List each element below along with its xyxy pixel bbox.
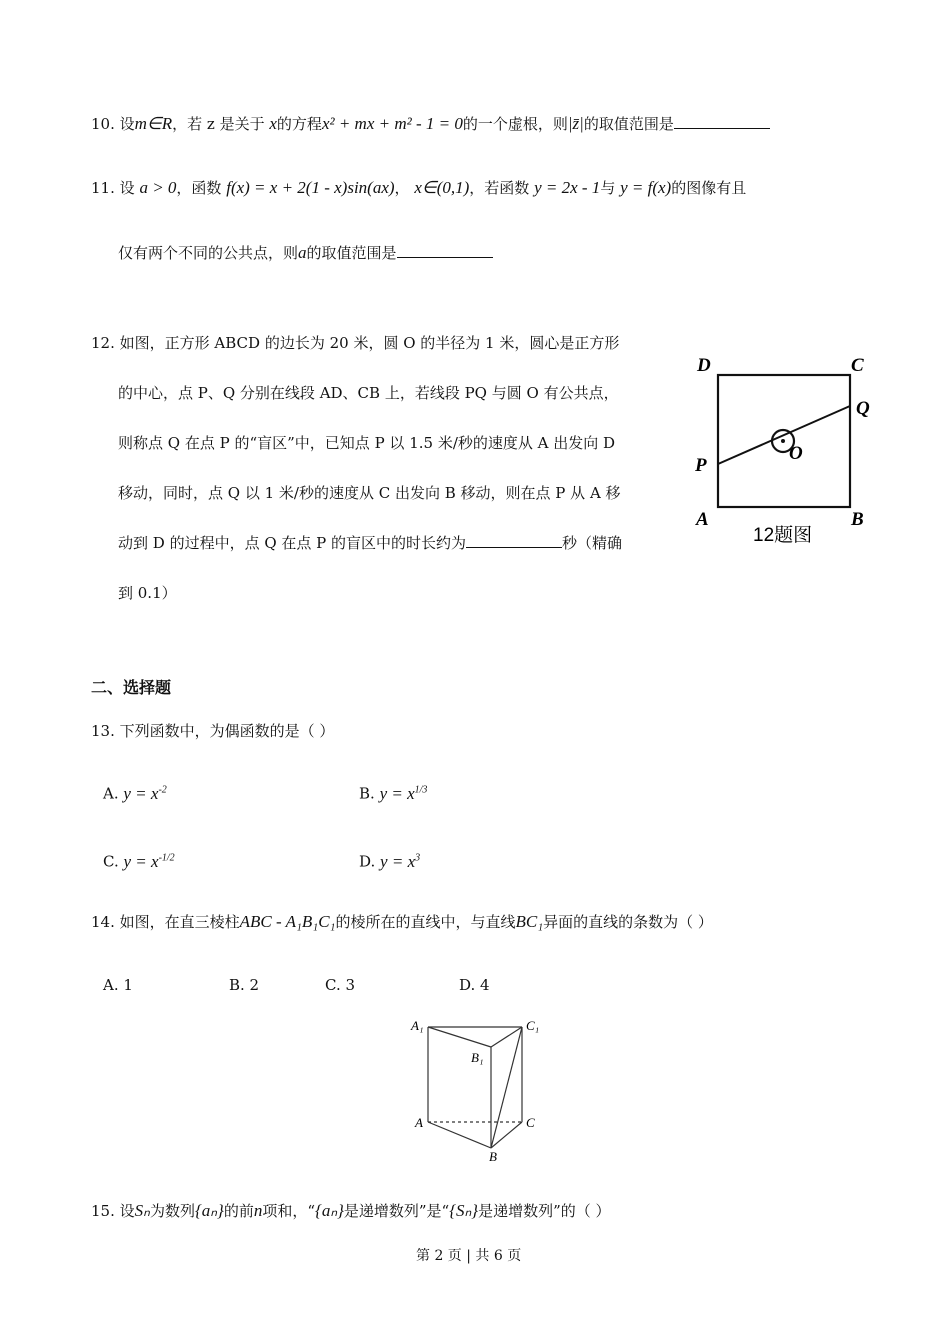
option-c[interactable] xyxy=(103,848,175,872)
math-expression: y = f(x) xyxy=(620,178,672,197)
math-expression: a xyxy=(298,243,307,262)
label-a: A xyxy=(696,509,709,530)
math-exponent: -1/2 xyxy=(158,852,175,863)
question-number: 14. xyxy=(91,913,115,931)
math-expression: a > 0 xyxy=(139,178,177,197)
label-d: D xyxy=(697,355,711,376)
edge-a1b1 xyxy=(428,1027,491,1047)
question-text: 秒（精确 xyxy=(562,534,623,552)
option-a[interactable] xyxy=(103,780,167,804)
question-text: 如图，正方形 ABCD 的边长为 20 米，圆 O 的半径为 1 米，圆心是正方形 xyxy=(119,334,620,352)
math-expression: f(x) = x + 2(1 - x)sin(ax) xyxy=(226,178,395,197)
option-label: A. xyxy=(103,784,119,803)
question-12-line-3: 则称点 Q 在点 P 的“盲区”中，已知点 P 以 1.5 米/秒的速度从 A 出发向 D xyxy=(118,434,616,452)
answer-blank[interactable] xyxy=(397,243,493,258)
math-expression: Sₙ xyxy=(134,1201,150,1220)
option-b[interactable] xyxy=(359,780,427,804)
segment-pq xyxy=(718,406,850,464)
question-text: 与 xyxy=(600,179,616,197)
circle-center xyxy=(781,439,785,443)
math-expression: m∈R xyxy=(134,114,173,133)
label-b1: B₁ xyxy=(471,1050,484,1065)
math-exponent: 1/3 xyxy=(414,784,428,795)
answer-blank[interactable] xyxy=(674,114,770,129)
question-text: 设 xyxy=(119,115,135,133)
question-text: 下列函数中，为偶函数的是（ ） xyxy=(119,722,335,740)
question-10 xyxy=(91,114,770,134)
segment-bc1 xyxy=(491,1027,522,1148)
math-expression: n xyxy=(253,1201,263,1220)
label-o: O xyxy=(789,443,803,464)
question-text: 的前 xyxy=(223,1202,254,1220)
option-d[interactable] xyxy=(359,848,420,872)
question-number: 13. xyxy=(91,722,115,740)
math-expression xyxy=(380,852,420,871)
math-expression: BC₁ xyxy=(515,912,544,931)
math-expression: x² + mx + m² - 1 = 0 xyxy=(321,114,463,133)
question-text: 如图，在直三棱柱 xyxy=(119,913,240,931)
math-expression: {Sₙ} xyxy=(449,1201,479,1220)
label-b: B xyxy=(851,509,864,530)
math-expression: {aₙ} xyxy=(194,1201,224,1220)
question-text: ，若 z 是关于 xyxy=(172,115,265,133)
question-14 xyxy=(91,912,713,932)
question-text: 是递增数列”是“ xyxy=(343,1202,450,1220)
option-label: C. xyxy=(103,852,119,871)
question-text: 设 xyxy=(119,1202,135,1220)
question-text: 是递增数列”的（ ） xyxy=(478,1202,611,1220)
label-c: C xyxy=(526,1115,535,1130)
question-text: 的取值范围是 xyxy=(306,244,397,262)
label-b: B xyxy=(489,1149,497,1164)
math-base: y = x xyxy=(379,783,415,803)
question-12-line-5 xyxy=(118,533,622,553)
square-figure xyxy=(690,350,890,550)
question-13 xyxy=(91,721,334,741)
question-number: 10. xyxy=(91,115,115,133)
question-text: 异面的直线的条数为（ ） xyxy=(543,913,713,931)
label-c: C xyxy=(851,355,864,376)
question-11 xyxy=(91,178,746,198)
math-expression: ABC - A₁B₁C₁ xyxy=(239,912,336,931)
question-text: 的取值范围是 xyxy=(583,115,674,133)
question-text: 的图像有且 xyxy=(671,179,747,197)
question-11-line-2 xyxy=(118,243,493,263)
edge-ab xyxy=(428,1122,491,1148)
question-number: 11. xyxy=(91,179,115,197)
prism-figure xyxy=(405,1015,555,1165)
math-expression: {aₙ} xyxy=(315,1201,344,1220)
figure-caption: 12题图 xyxy=(753,525,813,546)
math-exponent: -2 xyxy=(158,784,167,795)
label-a1: A₁ xyxy=(411,1018,424,1033)
option-c[interactable]: C. 3 xyxy=(325,976,356,994)
math-expression xyxy=(123,784,166,803)
option-label: D. xyxy=(359,852,376,871)
label-c1: C₁ xyxy=(526,1018,540,1033)
question-12-line-6: 到 0.1） xyxy=(118,584,177,602)
question-12-line-2: 的中心，点 P、Q 分别在线段 AD、CB 上，若线段 PQ 与圆 O 有公共点， xyxy=(118,384,619,402)
section-heading: 二、选择题 xyxy=(91,678,172,697)
question-text: ，函数 xyxy=(176,179,222,197)
math-expression xyxy=(380,784,428,803)
question-text: ，若函数 xyxy=(469,179,530,197)
question-text: 的一个虚根，则 xyxy=(462,115,568,133)
edge-bc xyxy=(491,1122,522,1148)
option-d[interactable]: D. 4 xyxy=(459,976,490,994)
question-text: 的方程 xyxy=(276,115,322,133)
option-label: B. xyxy=(359,784,375,803)
question-text: 的棱所在的直线中，与直线 xyxy=(335,913,516,931)
question-number: 15. xyxy=(91,1202,115,1220)
option-b[interactable]: B. 2 xyxy=(229,976,260,994)
answer-blank[interactable] xyxy=(466,533,562,548)
question-text: 设 xyxy=(119,179,135,197)
label-q: Q xyxy=(856,398,870,419)
label-a: A xyxy=(415,1115,423,1130)
page-footer: 第 2 页 | 共 6 页 xyxy=(416,1248,522,1264)
math-base: y = x xyxy=(123,851,159,871)
label-p: P xyxy=(695,455,707,476)
math-expression xyxy=(124,852,175,871)
question-text: ， xyxy=(394,179,410,197)
question-text: 仅有两个不同的公共点，则 xyxy=(118,244,299,262)
question-number: 12. xyxy=(91,334,115,352)
question-text: 动到 D 的过程中，点 Q 在点 P 的盲区中的时长约为 xyxy=(118,534,467,552)
math-expression: y = 2x - 1 xyxy=(534,178,601,197)
question-12-line-4: 移动，同时，点 Q 以 1 米/秒的速度从 C 出发向 B 移动，则在点 P 从 A 移 xyxy=(118,484,621,502)
question-text: 项和，“ xyxy=(262,1202,316,1220)
math-base: y = x xyxy=(380,851,416,871)
option-a[interactable]: A. 1 xyxy=(103,976,133,994)
question-12-line-1 xyxy=(91,333,619,353)
math-expression: |z̄| xyxy=(567,114,584,133)
question-15 xyxy=(91,1201,611,1221)
math-expression: x xyxy=(269,114,277,133)
question-text: 为数列 xyxy=(149,1202,195,1220)
math-expression: x∈(0,1) xyxy=(414,178,470,197)
math-base: y = x xyxy=(123,783,159,803)
math-exponent: 3 xyxy=(415,852,421,863)
